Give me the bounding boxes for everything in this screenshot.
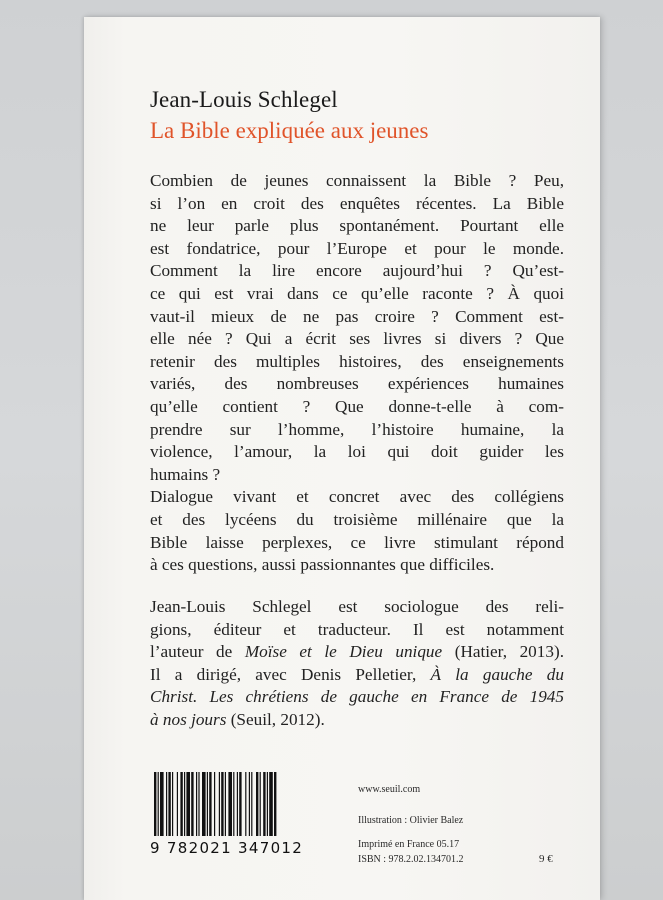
bio-line xyxy=(150,686,564,709)
blurb-line: Bible laisse perplexes, ce livre stimulant répond xyxy=(150,532,564,552)
barcode-bar xyxy=(233,772,234,836)
author-name: Jean-Louis Schlegel xyxy=(150,87,338,112)
blurb-line: retenir des multiples histoires, des enseignements xyxy=(150,351,564,371)
barcode-bar xyxy=(198,772,199,836)
barcode xyxy=(150,772,322,862)
barcode-bar xyxy=(177,772,178,836)
blurb-line: elle née ? Qui a écrit ses livres si divers ? Que xyxy=(150,329,564,349)
barcode-bar xyxy=(274,772,276,836)
bio-line: Jean-Louis Schlegel est sociologue des reli- xyxy=(150,597,564,616)
barcode-bar xyxy=(269,772,273,836)
barcode-bar xyxy=(225,772,226,836)
barcode-bar xyxy=(260,772,261,836)
isbn-text: ISBN : 978.2.02.134701.2 xyxy=(358,854,464,865)
blurb-line: violence, l’amour, la loi qui doit guider les xyxy=(150,442,564,462)
barcode-bar xyxy=(209,772,211,836)
barcode-bar xyxy=(172,772,173,836)
barcode-bar xyxy=(239,772,241,836)
book-back-cover xyxy=(84,17,600,900)
blurb-line: est fondatrice, pour l’Europe et pour le monde. xyxy=(150,238,564,258)
bio-text: (Seuil, 2012). xyxy=(226,709,325,729)
bio-book-title: Christ. Les chrétiens de gauche en France de 1945 xyxy=(150,687,564,707)
barcode-bar xyxy=(251,772,252,836)
bio-text: l’auteur de xyxy=(150,642,245,662)
blurb-line: à ces questions, aussi passionnantes que difficiles. xyxy=(150,555,495,575)
barcode-bar xyxy=(202,772,206,836)
barcode-bar xyxy=(214,772,215,836)
barcode-bar xyxy=(256,772,258,836)
bio-text: (Hatier, 2013). xyxy=(442,642,564,662)
barcode-bar xyxy=(154,772,156,836)
barcode-bar xyxy=(249,772,250,836)
barcode-bar xyxy=(219,772,220,836)
blurb-line: ce qui est vrai dans ce qu’elle raconte ? À quoi xyxy=(150,283,564,303)
author-bio xyxy=(150,596,564,732)
bio-line xyxy=(150,709,564,732)
illustration-credit: Illustration : Olivier Balez xyxy=(358,815,464,826)
blurb-line: humains ? xyxy=(150,464,221,484)
bio-line xyxy=(150,664,564,687)
blurb-text xyxy=(150,170,564,577)
barcode-bar xyxy=(158,772,159,836)
blurb-line: Combien de jeunes connaissent la Bible ? Peu, xyxy=(150,171,564,190)
barcode-bar xyxy=(245,772,246,836)
bio-line xyxy=(150,641,564,664)
bio-line: gions, éditeur et traducteur. Il est notamment xyxy=(150,619,564,639)
barcode-bar xyxy=(221,772,223,836)
barcode-bar xyxy=(196,772,197,836)
barcode-bar xyxy=(191,772,193,836)
bio-book-title: à nos jours xyxy=(150,709,227,729)
barcode-bar xyxy=(166,772,167,836)
bio-book-title: Moïse et le Dieu unique xyxy=(244,642,443,662)
printed-info: Imprimé en France 05.17 xyxy=(358,839,460,850)
barcode-bar xyxy=(180,772,182,836)
bio-book-title: À la gauche du xyxy=(430,664,564,684)
book-title: La Bible expliquée aux jeunes xyxy=(150,118,429,143)
barcode-bar xyxy=(267,772,268,836)
blurb-line: prendre sur l’homme, l’histoire humaine, la xyxy=(150,419,564,439)
barcode-bar xyxy=(186,772,190,836)
blurb-line: variés, des nombreuses expériences humaines xyxy=(150,374,564,394)
barcode-digits: 9 782021 347012 xyxy=(150,839,304,857)
barcode-bar xyxy=(168,772,170,836)
blurb-line: qu’elle contient ? Que donne-t-elle à com- xyxy=(150,396,564,416)
blurb-line: si l’on en croit des enquêtes récentes. La Bible xyxy=(150,193,564,213)
blurb-line: Dialogue vivant et concret avec des collégiens xyxy=(150,487,564,507)
barcode-bar xyxy=(237,772,238,836)
barcode-bar xyxy=(184,772,185,836)
blurb-line: et des lycéens du troisième millénaire que la xyxy=(150,509,564,529)
blurb-line: vaut-il mieux de ne pas croire ? Comment est- xyxy=(150,306,564,326)
bio-text: Il a dirigé, avec Denis Pelletier, xyxy=(150,664,431,684)
blurb-line: Comment la lire encore aujourd’hui ? Qu’est- xyxy=(150,261,564,281)
blurb-line: ne leur parle plus spontanément. Pourtant elle xyxy=(150,216,564,236)
barcode-bar xyxy=(207,772,208,836)
barcode-bar xyxy=(160,772,164,836)
price: 9 € xyxy=(539,853,553,865)
barcode-bars xyxy=(150,772,322,838)
barcode-bar xyxy=(263,772,265,836)
publisher-website: www.seuil.com xyxy=(358,784,421,795)
barcode-bar xyxy=(228,772,232,836)
